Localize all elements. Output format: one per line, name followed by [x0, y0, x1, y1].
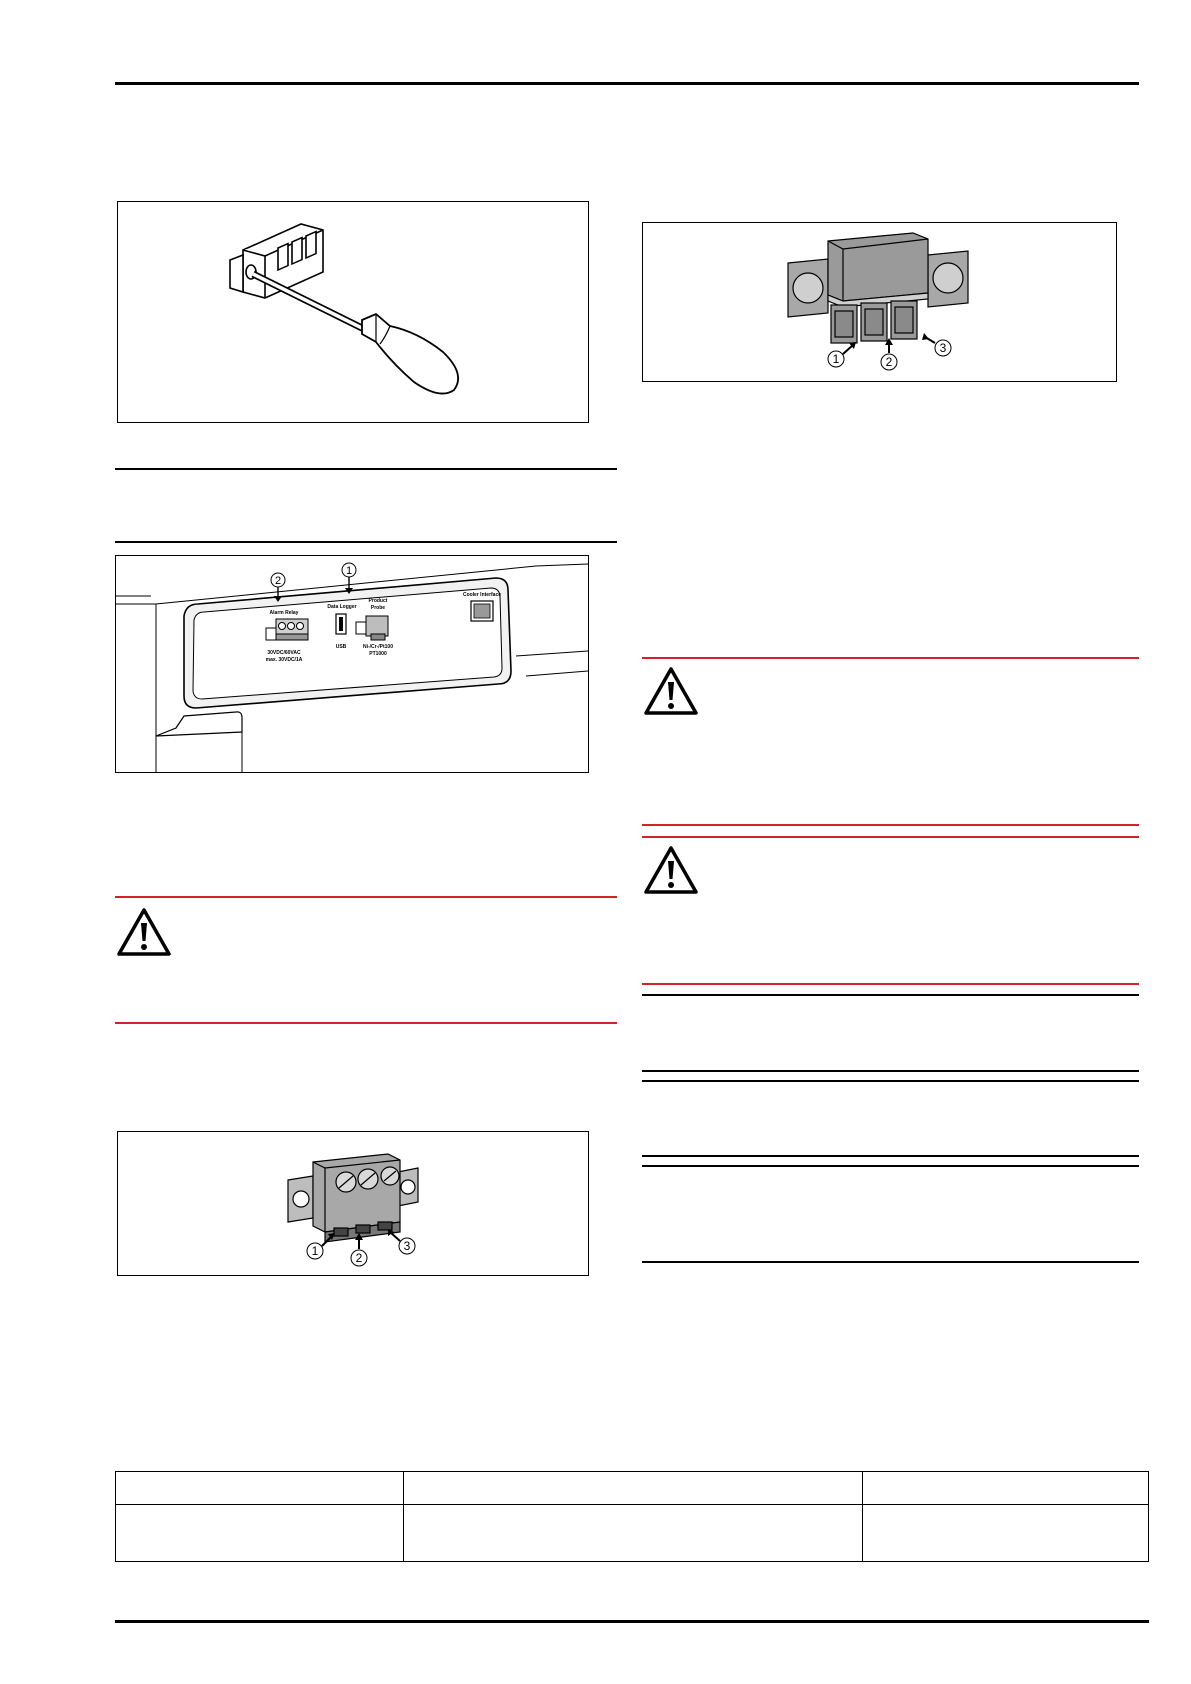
figure-connector-panel: [115, 555, 589, 773]
warning-rule-bottom: [642, 824, 1139, 826]
label-probe-type-2: PT1000: [369, 651, 387, 657]
label-product: Product: [368, 598, 388, 604]
table-cell: [404, 1505, 863, 1562]
label-alarm-relay: Alarm Relay: [269, 610, 299, 616]
note-rule-top: [642, 994, 1139, 996]
data-table: [115, 1471, 1149, 1562]
callout-2: 2: [274, 575, 282, 587]
note-rule-bottom: [642, 1261, 1139, 1263]
callout-2: 2: [885, 355, 893, 369]
figure-screwdriver-terminal: [117, 201, 589, 423]
warning-triangle-icon: [643, 845, 699, 895]
label-cooler-interface: Cooler Interface: [462, 592, 502, 598]
table-header-cell: [404, 1472, 863, 1505]
section-rule: [115, 468, 617, 470]
callout-3: 3: [403, 1239, 411, 1253]
table-cell: [863, 1505, 1149, 1562]
figure-plug-terminal: [642, 222, 1117, 382]
warning-rule-top: [642, 657, 1139, 659]
table-row: [116, 1505, 1149, 1562]
callout-3: 3: [939, 341, 947, 355]
warning-triangle-icon: [643, 666, 699, 716]
label-usb: USB: [335, 644, 347, 650]
callout-1: 1: [311, 1244, 319, 1258]
table-cell: [116, 1505, 404, 1562]
label-probe: Probe: [370, 605, 386, 611]
table-header-cell: [863, 1472, 1149, 1505]
figure-screw-connector: [117, 1131, 589, 1276]
label-alarm-rating-2: max. 30VDC/1A: [265, 657, 303, 663]
warning-rule-top: [642, 836, 1139, 838]
header-rule: [115, 82, 1139, 85]
table-header-row: [116, 1472, 1149, 1505]
callout-1: 1: [345, 565, 353, 577]
note-rule-bottom: [642, 1070, 1139, 1072]
table-header-cell: [116, 1472, 404, 1505]
note-rule-top: [642, 1080, 1139, 1082]
note-rule-bottom: [642, 1155, 1139, 1157]
section-rule: [115, 541, 617, 543]
warning-rule-bottom: [642, 983, 1139, 985]
footer-rule: [115, 1620, 1149, 1623]
note-rule-top: [642, 1165, 1139, 1167]
label-data-logger: Data Logger: [327, 604, 357, 610]
label-probe-type-1: Ni-/Cr-/Pt100: [362, 644, 394, 650]
label-alarm-rating-1: 30VDC/60VAC: [267, 650, 301, 656]
warning-triangle-icon: [116, 907, 172, 957]
warning-rule-bottom: [115, 1022, 617, 1024]
callout-1: 1: [832, 352, 840, 366]
callout-2: 2: [355, 1251, 363, 1265]
warning-rule-top: [115, 896, 617, 898]
